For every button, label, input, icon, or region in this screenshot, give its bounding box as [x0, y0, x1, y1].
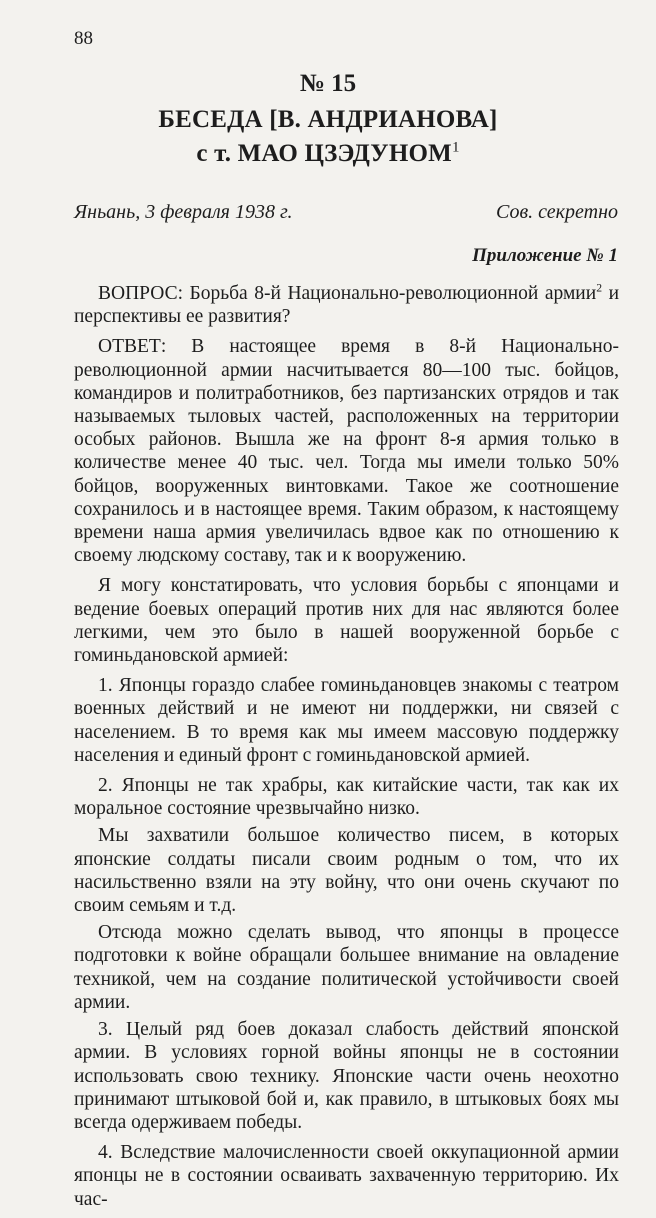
appendix-label: Приложение № 1	[472, 245, 618, 266]
paragraph: Я могу констатировать, что условия борьбы с японцами и ведение боевых операций против них для нас являются более легкими, чем это было в нашей вооруженной борьбе с гоминьдановской армией:	[74, 575, 619, 667]
paragraph: Мы захватили большое количество писем, в которых японские солдаты писали своим родным о том, что их насильственно взяли на эту войну, что они очень скучают по своим семьям и т.д.	[74, 825, 619, 917]
paragraph: 1. Японцы гораздо слабее гоминьдановцев знакомы с театром военных действий и не имеют ни поддержки, ни связей с населением. В то время как мы имеем массовую поддержку населения и единый фронт с гоминьдановской армией.	[74, 675, 619, 766]
page-number: 88	[74, 28, 93, 49]
place-and-date: Яньань, 3 февраля 1938 г.	[74, 201, 293, 223]
footnote-marker: 2	[596, 281, 603, 295]
document-title-line-2	[0, 140, 656, 168]
paragraph: 4. Вследствие малочисленности своей оккупационной армии японцы не в состоянии осваивать захваченную территорию. Их час-	[74, 1142, 619, 1210]
paragraph: 2. Японцы не так храбры, как китайские части, так как их моральное состояние чрезвычайно низко.	[74, 775, 619, 820]
classification-mark: Сов. секретно	[496, 201, 618, 223]
paragraph: Отсюда можно сделать вывод, что японцы в процессе подготовки к войне обращали большее внимание на овладение техникой, чем на создание политической устойчивости своей армии.	[74, 922, 619, 1013]
title-text: с т. МАО ЦЗЭДУНОМ	[196, 140, 452, 167]
document-title-line-1: БЕСЕДА [В. АНДРИАНОВА]	[158, 106, 498, 133]
paragraph-tail: и перспективы ее развития?	[74, 283, 620, 328]
document-number: № 15	[299, 70, 357, 97]
paragraph	[74, 282, 619, 328]
paragraph-text: ВОПРОС: Борьба 8-й Национально-революционной армии	[98, 283, 597, 304]
paragraph: ОТВЕТ: В настоящее время в 8-й Национально-революционной армии насчитывается 80—100 тыс. бойцов, командиров и политработников, без партизанских отрядов и так называемых тыловых частей, расположенных на территории особых районов. Вышла же на фронт 8-я армия только в количестве менее 40 тыс. чел. Тогда мы имели только 50% бойцов, вооруженных винтовками. Такое же соотношение сохранилось и в настоящее время. Таким образом, к настоящему времени наша армия увеличилась вдвое как по отношению к своему людскому составу, так и к вооружению.	[74, 336, 619, 567]
body-text	[74, 282, 619, 1218]
paragraph: 3. Целый ряд боев доказал слабость действий японской армии. В условиях горной войны японцы не в состоянии использовать свою технику. Японские части очень неохотно принимают штыковой бой и, как правило, в штыковых боях мы всегда одерживаем победы.	[74, 1019, 619, 1133]
title-footnote-marker: 1	[451, 139, 460, 156]
